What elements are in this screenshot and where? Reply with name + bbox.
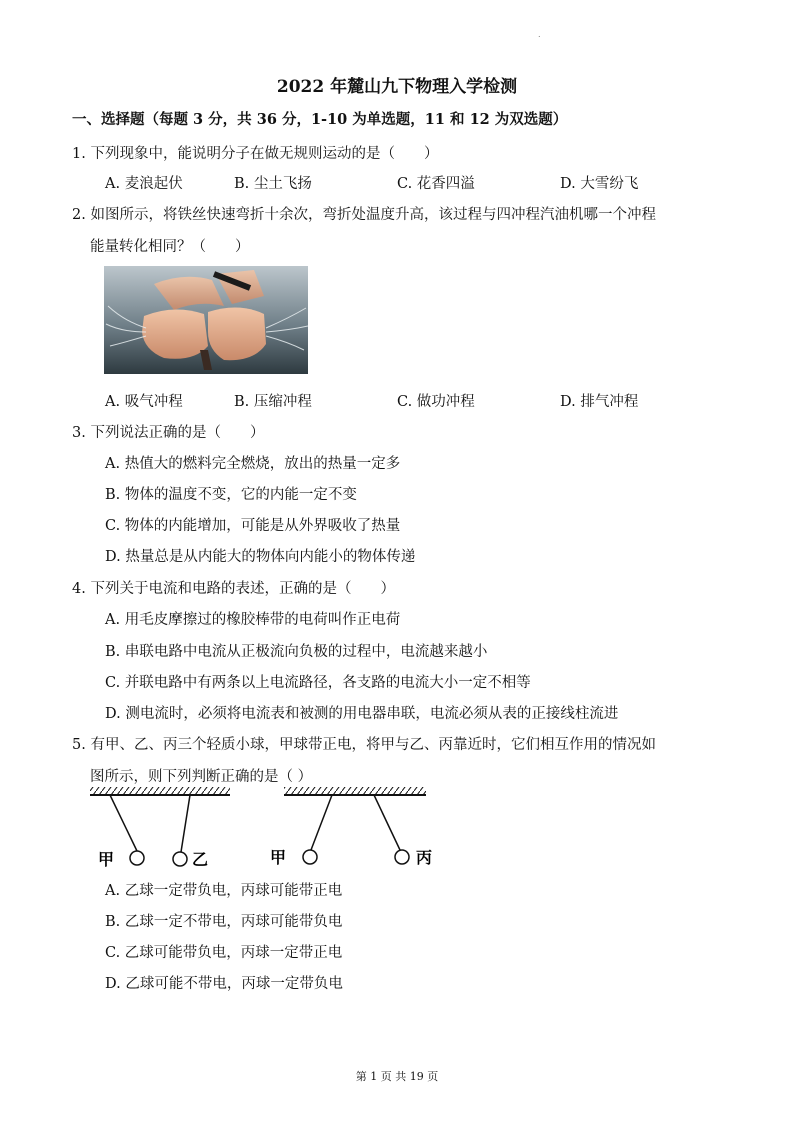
left-support-hatch (90, 787, 230, 795)
label-yi: 乙 (192, 850, 209, 869)
q5-option-d: D. 乙球可能不带电，丙球一定带负电 (105, 976, 343, 992)
page-number: 第 1 页 共 19 页 (355, 1070, 439, 1083)
thread-jia-left (110, 795, 137, 851)
right-support-hatch (284, 787, 426, 795)
ball-yi (173, 852, 187, 866)
question-5-stem-cont: 图所示，则下列判断正确的是（ ） (90, 769, 313, 785)
thread-bing (374, 795, 400, 850)
q1-option-c: C. 花香四溢 (397, 176, 475, 192)
q3-option-a: A. 热值大的燃料完全燃烧，放出的热量一定多 (105, 456, 401, 472)
ball-jia-left (130, 851, 144, 865)
question-2-stem: 2. 如图所示，将铁丝快速弯折十余次，弯折处温度升高，该过程与四冲程汽油机哪一个冲程 (72, 207, 656, 223)
label-bing: 丙 (416, 848, 433, 867)
q5-option-a: A. 乙球一定带负电，丙球可能带正电 (105, 883, 343, 899)
q2-option-d: D. 排气冲程 (560, 394, 639, 410)
q1-option-b: B. 尘土飞扬 (234, 176, 312, 192)
q1-option-a: A. 麦浪起伏 (105, 176, 183, 192)
question-4-stem: 4. 下列关于电流和电路的表述，正确的是（ ） (72, 581, 395, 597)
label-jia-2: 甲 (270, 848, 287, 867)
q1-option-d: D. 大雪纷飞 (560, 176, 639, 192)
q4-option-c: C. 并联电路中有两条以上电流路径，各支路的电流大小一定不相等 (105, 675, 531, 691)
bent-wire-photo (104, 266, 308, 374)
page-title: 2022 年麓山九下物理入学检测 (276, 77, 518, 97)
q4-option-b: B. 串联电路中电流从正极流向负极的过程中，电流越来越小 (105, 644, 488, 660)
question-1-stem: 1. 下列现象中，能说明分子在做无规则运动的是（ ） (72, 146, 439, 162)
question-5-stem: 5. 有甲、乙、丙三个轻质小球，甲球带正电，将甲与乙、丙靠近时，它们相互作用的情况如 (72, 737, 656, 753)
q2-option-a: A. 吸气冲程 (105, 394, 183, 410)
section-header: 一、选择题（每题 3 分，共 36 分，1-10 为单选题，11 和 12 为双选题） (72, 111, 568, 128)
page-dot: . (538, 30, 541, 39)
q3-option-c: C. 物体的内能增加，可能是从外界吸收了热量 (105, 518, 401, 534)
q3-option-b: B. 物体的温度不变，它的内能一定不变 (105, 487, 357, 503)
question-3-stem: 3. 下列说法正确的是（ ） (72, 425, 265, 441)
q2-option-b: B. 压缩冲程 (234, 394, 312, 410)
thread-jia-right (311, 795, 332, 850)
label-jia-1: 甲 (98, 850, 115, 869)
question-2-stem-cont: 能量转化相同？（ ） (90, 239, 250, 255)
ball-jia-right (303, 850, 317, 864)
q4-option-d: D. 测电流时，必须将电流表和被测的用电器串联，电流必须从表的正接线柱流进 (105, 706, 619, 722)
q3-option-d: D. 热量总是从内能大的物体向内能小的物体传递 (105, 549, 416, 565)
ball-bing (395, 850, 409, 864)
q4-option-a: A. 用毛皮摩擦过的橡胶棒带的电荷叫作正电荷 (105, 612, 401, 628)
pendulum-diagram (84, 783, 454, 878)
q5-option-c: C. 乙球可能带负电，丙球一定带正电 (105, 945, 343, 961)
q2-option-c: C. 做功冲程 (397, 394, 475, 410)
thread-yi (181, 795, 190, 852)
q5-option-b: B. 乙球一定不带电，丙球可能带负电 (105, 914, 343, 930)
